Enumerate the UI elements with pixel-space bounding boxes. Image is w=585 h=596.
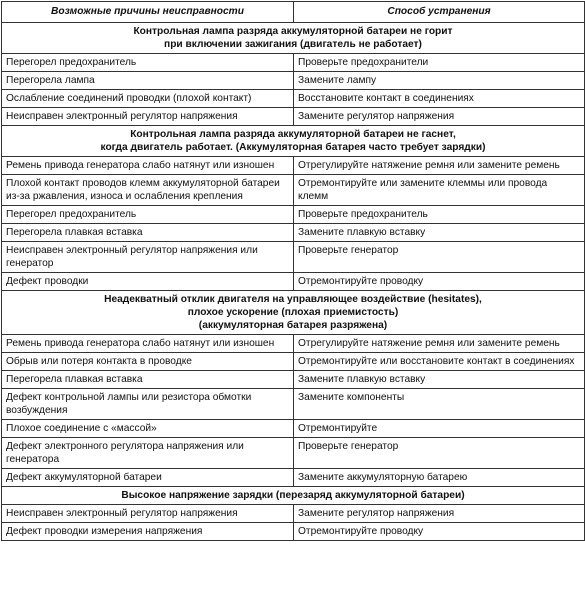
fix-cell: Отрегулируйте натяжение ремня или замените ремень — [294, 157, 585, 175]
section-row — [2, 126, 585, 157]
fix-cell: Восстановите контакт в соединениях — [294, 90, 585, 108]
table-row — [2, 371, 585, 389]
table-row — [2, 335, 585, 353]
table-row — [2, 273, 585, 291]
fix-cell: Отремонтируйте проводку — [294, 273, 585, 291]
cause-cell: Дефект проводки — [2, 273, 294, 291]
table-row — [2, 438, 585, 469]
cause-cell: Дефект контрольной лампы или резистора обмотки возбуждения — [2, 389, 294, 420]
fix-cell: Отремонтируйте или замените клеммы или провода клемм — [294, 175, 585, 206]
cause-cell: Дефект электронного регулятора напряжения или генератора — [2, 438, 294, 469]
table-row — [2, 206, 585, 224]
fix-cell: Проверьте предохранители — [294, 54, 585, 72]
table-body — [2, 23, 585, 541]
cause-cell: Перегорел предохранитель — [2, 206, 294, 224]
cause-cell: Неисправен электронный регулятор напряжения или генератор — [2, 242, 294, 273]
fix-cell: Замените плавкую вставку — [294, 224, 585, 242]
header-cause: Возможные причины неисправности — [2, 2, 294, 23]
fix-cell: Замените регулятор напряжения — [294, 505, 585, 523]
fix-cell: Замените лампу — [294, 72, 585, 90]
fix-cell: Замените плавкую вставку — [294, 371, 585, 389]
table-row — [2, 389, 585, 420]
header-row — [2, 2, 585, 23]
cause-cell: Перегорела лампа — [2, 72, 294, 90]
cause-cell: Перегорела плавкая вставка — [2, 371, 294, 389]
section-row — [2, 291, 585, 335]
fix-cell: Проверьте генератор — [294, 242, 585, 273]
fix-cell: Отремонтируйте или восстановите контакт в соединениях — [294, 353, 585, 371]
section-row — [2, 487, 585, 505]
section-title: Контрольная лампа разряда аккумуляторной батареи не гаснет, когда двигатель работает. (Аккумуляторная батарея часто требует зарядки) — [2, 126, 585, 157]
cause-cell: Дефект аккумуляторной батареи — [2, 469, 294, 487]
section-title: Неадекватный отклик двигателя на управляющее воздействие (hesitates), плохое ускорение (плохая приемистость) (аккумуляторная батарея разряжена) — [2, 291, 585, 335]
table-row — [2, 90, 585, 108]
table-row — [2, 420, 585, 438]
header-fix: Способ устранения — [294, 2, 585, 23]
fix-cell: Отремонтируйте — [294, 420, 585, 438]
cause-cell: Перегорела плавкая вставка — [2, 224, 294, 242]
table-row — [2, 505, 585, 523]
cause-cell: Неисправен электронный регулятор напряжения — [2, 505, 294, 523]
cause-cell: Дефект проводки измерения напряжения — [2, 523, 294, 541]
table-row — [2, 242, 585, 273]
troubleshooting-table — [1, 1, 585, 541]
table-row — [2, 224, 585, 242]
section-row — [2, 23, 585, 54]
cause-cell: Ремень привода генератора слабо натянут или изношен — [2, 157, 294, 175]
table-row — [2, 353, 585, 371]
cause-cell: Перегорел предохранитель — [2, 54, 294, 72]
fix-cell: Отрегулируйте натяжение ремня или замените ремень — [294, 335, 585, 353]
table-row — [2, 469, 585, 487]
fix-cell: Проверьте предохранитель — [294, 206, 585, 224]
fix-cell: Замените аккумуляторную батарею — [294, 469, 585, 487]
fix-cell: Замените компоненты — [294, 389, 585, 420]
cause-cell: Неисправен электронный регулятор напряжения — [2, 108, 294, 126]
fix-cell: Замените регулятор напряжения — [294, 108, 585, 126]
cause-cell: Ослабление соединений проводки (плохой контакт) — [2, 90, 294, 108]
table-row — [2, 523, 585, 541]
table-row — [2, 175, 585, 206]
table-row — [2, 108, 585, 126]
cause-cell: Обрыв или потеря контакта в проводке — [2, 353, 294, 371]
cause-cell: Плохой контакт проводов клемм аккумуляторной батареи из-за ржавления, износа и ослабления крепления — [2, 175, 294, 206]
table-row — [2, 54, 585, 72]
table-row — [2, 72, 585, 90]
fix-cell: Отремонтируйте проводку — [294, 523, 585, 541]
section-title: Контрольная лампа разряда аккумуляторной батареи не горит при включении зажигания (двигатель не работает) — [2, 23, 585, 54]
cause-cell: Ремень привода генератора слабо натянут или изношен — [2, 335, 294, 353]
fix-cell: Проверьте генератор — [294, 438, 585, 469]
table-row — [2, 157, 585, 175]
cause-cell: Плохое соединение с «массой» — [2, 420, 294, 438]
section-title: Высокое напряжение зарядки (перезаряд аккумуляторной батареи) — [2, 487, 585, 505]
